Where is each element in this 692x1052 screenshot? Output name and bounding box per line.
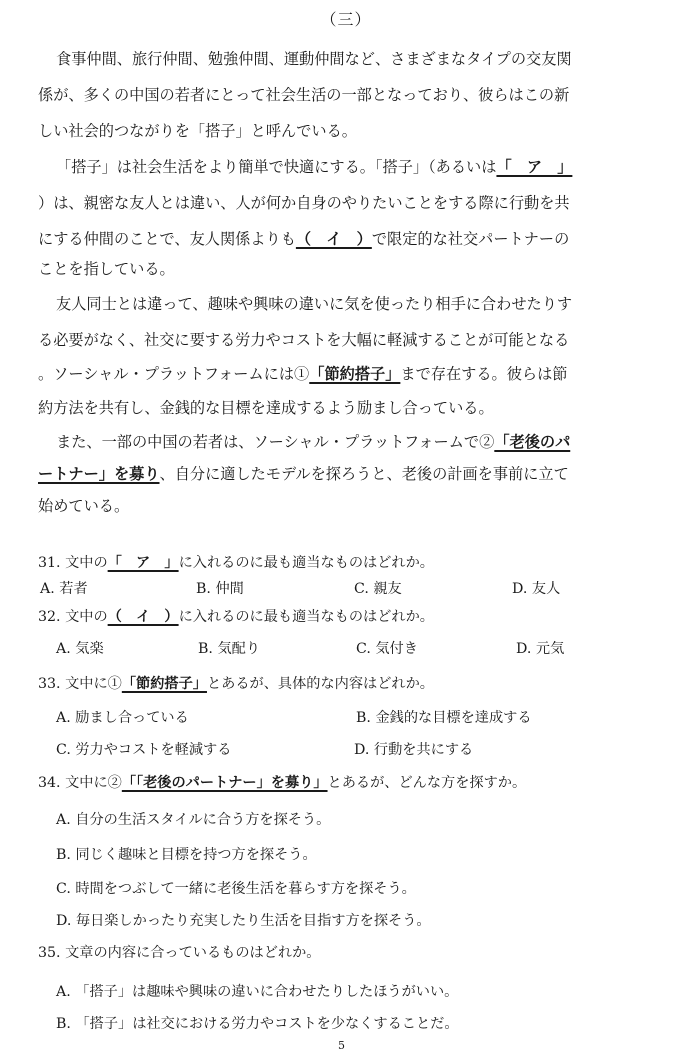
question-31 — [38, 556, 434, 570]
q32-option-d[interactable]: D. 元気 — [516, 641, 565, 657]
q33-option-a[interactable]: A. 励まし合っている — [56, 710, 189, 726]
question-stem: 34. 文中に② — [38, 775, 122, 791]
question-32 — [38, 610, 434, 624]
q33-option-b[interactable]: B. 金銭的な目標を達成する — [356, 710, 532, 726]
q34-option-b[interactable]: B. 同じく趣味と目標を持つ方を探そう。 — [56, 847, 317, 863]
section-title: （三） — [320, 10, 372, 29]
passage-p4-line2 — [38, 467, 569, 482]
term-rougo-partner-part2: ートナー」を募り — [38, 465, 160, 483]
passage-text: で限定的な社交パートナーの — [371, 230, 570, 248]
passage-p2-line4: ことを指している。 — [38, 260, 175, 278]
question-stem: に入れるのに最も適当なものはどれか。 — [178, 555, 434, 571]
q32-option-b[interactable]: B. 気配り — [198, 641, 261, 657]
question-ref: 「「老後のパートナー」を募り」 — [121, 775, 328, 791]
q31-option-c[interactable]: C. 親友 — [354, 581, 402, 597]
passage-text: 「搭子」は社会生活をより簡単で快適にする。「搭子」（あるいは — [56, 158, 497, 176]
term-setsuyaku-tazi: 「節約搭子」 — [309, 365, 401, 383]
question-35: 35. 文章の内容に合っているものはどれか。 — [38, 945, 321, 961]
q33-option-d[interactable]: D. 行動を共にする — [354, 742, 474, 758]
q32-option-a[interactable]: A. 気楽 — [56, 641, 104, 657]
q31-option-a[interactable]: A. 若者 — [40, 581, 88, 597]
passage-text: まで存在する。彼らは節 — [400, 365, 568, 383]
q33-option-c[interactable]: C. 労力やコストを軽減する — [56, 742, 232, 758]
page-number: 5 — [338, 1039, 345, 1052]
q35-option-b[interactable]: B. 「搭子」は社交における労力やコストを少なくすることだ。 — [56, 1016, 459, 1032]
q31-option-b[interactable]: B. 仲間 — [196, 581, 244, 597]
question-stem: とあるが、具体的な内容はどれか。 — [206, 676, 434, 692]
passage-p2-line2: ）は、親密な友人とは違い、人が何か自身のやりたいことをする際に行動を共 — [38, 194, 570, 212]
passage-text: また、一部の中国の若者は、ソーシャル・プラットフォームで② — [56, 433, 495, 451]
term-rougo-partner-part1: 「老後のパ — [494, 433, 571, 451]
q34-option-c[interactable]: C. 時間をつぶして一緒に老後生活を暮らす方を探そう。 — [56, 881, 416, 897]
passage-p3-line4: 約方法を共有し、金銭的な目標を達成するよう励まし合っている。 — [38, 399, 494, 417]
passage-p1-line2: 係が、多くの中国の若者にとって社会生活の一部となっており、彼らはこの新 — [38, 86, 570, 104]
passage-p1-line1: 食事仲間、旅行仲間、勉強仲間、運動仲間など、さまざまなタイプの交友関 — [56, 50, 572, 68]
q35-option-a[interactable]: A. 「搭子」は趣味や興味の違いに合わせたりしたほうがいい。 — [56, 984, 459, 1000]
question-stem: 31. 文中の — [38, 555, 108, 571]
blank-a: 「 ア 」 — [496, 158, 573, 176]
passage-p4-line3: 始めている。 — [38, 497, 130, 515]
passage-p2-line3 — [38, 232, 569, 247]
passage-p3-line3 — [38, 367, 567, 382]
passage-p4-line1 — [56, 435, 570, 450]
question-ref: 「 ア 」 — [107, 555, 179, 571]
passage-p3-line1: 友人同士とは違って、趣味や興味の違いに気を使ったり相手に合わせたりす — [56, 295, 573, 313]
q34-option-d[interactable]: D. 毎日楽しかったり充実したり生活を目指す方を探そう。 — [56, 913, 431, 929]
question-ref: 「節約搭子」 — [121, 676, 207, 692]
passage-p3-line2: る必要がなく、社交に要する労力やコストを大幅に軽減することが可能となる — [38, 331, 570, 349]
passage-text: 、自分に適したモデルを探ろうと、老後の計画を事前に立て — [159, 465, 569, 483]
blank-i: （ イ ） — [295, 230, 372, 248]
q31-option-d[interactable]: D. 友人 — [512, 581, 561, 597]
question-33 — [38, 677, 434, 691]
passage-text: にする仲間のことで、友人関係よりも — [38, 230, 296, 248]
question-stem: 33. 文中に① — [38, 676, 122, 692]
question-stem: に入れるのに最も適当なものはどれか。 — [178, 609, 434, 625]
passage-text: 。ソーシャル・プラットフォームには① — [38, 365, 310, 383]
q34-option-a[interactable]: A. 自分の生活スタイルに合う方を探そう。 — [56, 812, 331, 828]
question-stem: とあるが、どんな方を探すか。 — [327, 775, 527, 791]
question-ref: （ イ ） — [107, 609, 179, 625]
question-stem: 32. 文中の — [38, 609, 108, 625]
passage-p1-line3: しい社会的つながりを「搭子」と呼んでいる。 — [38, 122, 357, 140]
question-34 — [38, 776, 526, 790]
passage-p2-line1 — [56, 160, 572, 175]
q32-option-c[interactable]: C. 気付き — [356, 641, 418, 657]
